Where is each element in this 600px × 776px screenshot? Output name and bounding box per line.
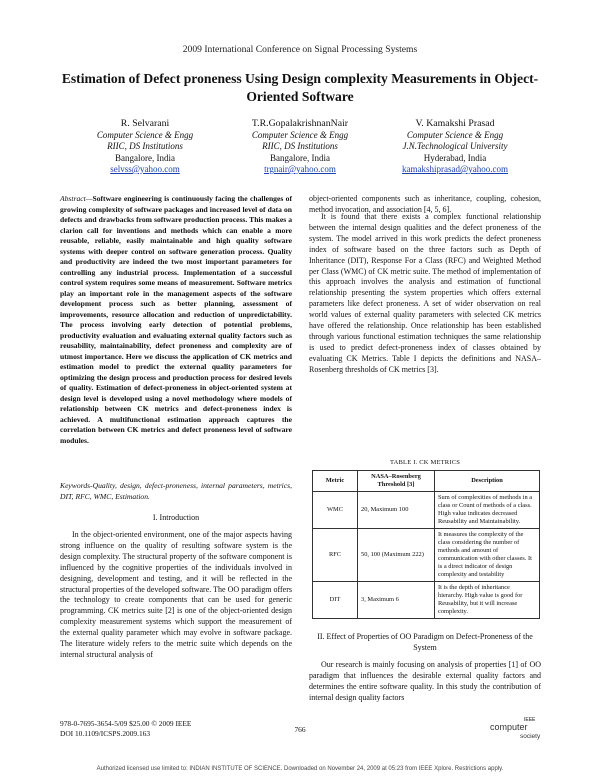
table-header-cell: Description bbox=[435, 471, 540, 492]
table-row bbox=[313, 492, 540, 529]
logo-ieee: IEEE bbox=[524, 717, 536, 723]
table-cell: It measures the complexity of the class considering the number of methods and amount of communication with other classes. It is a direct indicator of design complexity and testability bbox=[435, 529, 540, 582]
author-name: R. Selvarani bbox=[120, 118, 170, 129]
author-email-link[interactable]: kamakshiprasad@yahoo.com bbox=[401, 164, 508, 174]
author-institution: RIIC, DS Institutions bbox=[107, 141, 183, 151]
table-header-cell: Metric bbox=[313, 471, 358, 492]
author-institution: J.N.Technological University bbox=[402, 141, 508, 151]
abstract-body: Software engineering is continuously facing the challenges of growing complexity of software packages and increased level of data on defects and drawbacks from software production process. This makes a clarion call for inventions and methods which can enable a more reusable, reliable, easily maintainable and high quality software systems with deeper control on software generation process. Quality and productivity are indeed the two most important parameters for controlling any industrial process. Implementation of a successful control system requires some means of measurement. Software metrics play an important role in the management aspects of the software development process such as better planning, assessment of improvements, resource allocation and reduction of unpredictability. The process involving early detection of potential problems, productivity evaluation and evaluating external quality factors such as reusability, maintainability, defect proneness and complexity are of utmost importance. Here we discuss the application of CK metrics and estimation model to predict the external quality parameters for optimizing the design process and production process for desired levels of quality. Estimation of defect-proneness in object-oriented system at design level is developed using a novel methodology where models of relationship between CK metrics and defect-proneness index is achieved. A multifunctional estimation approach captures the correlation between CK metrics and defect proneness level of software modules. bbox=[60, 194, 292, 445]
table-cell: 3, Maximum 6 bbox=[358, 582, 435, 619]
logo-computer: computer bbox=[490, 722, 528, 732]
author-email-link[interactable]: selvss@yahoo.com bbox=[110, 164, 180, 174]
logo-society: society bbox=[520, 733, 541, 740]
table-cell: It is the depth of inheritance hierarchy. High value is good for Reusability, but it will increase complexity. bbox=[435, 582, 540, 619]
author-name: V. Kamakshi Prasad bbox=[415, 118, 495, 129]
author-dept: Computer Science & Engg bbox=[96, 129, 194, 140]
table-header-cell: NASA–Rosenberg Threshold [3] bbox=[358, 471, 435, 492]
right-column-continuation: object-oriented components such as inheritance, coupling, cohesion, method invocation, and association [4, 5, 6]. bbox=[309, 194, 541, 214]
ieee-computer-society-logo bbox=[490, 717, 548, 745]
author-dept: Computer Science & Engg bbox=[251, 129, 349, 140]
table-row bbox=[313, 529, 540, 582]
table-row bbox=[313, 582, 540, 619]
author-block-2 bbox=[215, 118, 385, 176]
author-location: Hyderabad, India bbox=[423, 152, 487, 163]
table-cell: 50, 100 (Maximum 222) bbox=[358, 529, 435, 582]
section2-paragraph: Our research is mainly focusing on analysis of properties [1] of OO paradigm that influences the desirable external quality factors and determines the entire software quality. In this study the contribution of internal design quality factors bbox=[309, 660, 541, 702]
author-block-1 bbox=[60, 118, 230, 176]
abstract bbox=[60, 194, 292, 446]
author-location: Bangalore, India bbox=[115, 152, 175, 163]
table-caption: TABLE I. CK METRICS bbox=[389, 459, 461, 466]
section-heading-effect: II. Effect of Properties of OO Paradigm on Defect-Proneness of the System bbox=[317, 632, 533, 652]
paper-title: Estimation of Defect proneness Using Design complexity Measurements in Object-Oriented Software bbox=[61, 71, 539, 104]
ck-metrics-table bbox=[312, 470, 540, 619]
section-heading-introduction: I. Introduction bbox=[152, 513, 200, 522]
keywords: Keywords-Quality, design, defect-proneness, internal parameters, metrics, DIT, RFC, WMC, Estimation. bbox=[60, 481, 292, 501]
right-column-paragraph: It is found that there exists a complex functional relationship between the internal design qualities and the defect proneness of the system. The model arrived in this work predicts the defect proneness index of software based on the three factors such as Depth of Inheritance (DIT), Response For a Class (RFC) and Weighted Method per Class (WMC) of CK metric suite. The method of implementation of this approach involves the analysis and estimation of functional relationship presenting the system properties which offers external parameters like defect proneness. A set of wider observation on real world values of external quality parameters with selected CK metrics have offered the relationship. Once relationship has been established through various functional estimation techniques the same relationship is used to predict defect-proneness index of classes obtained by evaluating CK Metrics. Table I depicts the definitions and NASA–Rosenberg thresholds of CK metrics [3]. bbox=[309, 212, 541, 374]
page-number: 766 bbox=[294, 725, 306, 734]
table-cell: 20, Maximum 100 bbox=[358, 492, 435, 529]
table-cell: DIT bbox=[313, 582, 358, 619]
table-header-row bbox=[313, 471, 540, 492]
table-cell: WMC bbox=[313, 492, 358, 529]
author-email-link[interactable]: trgnair@yahoo.com bbox=[264, 164, 336, 174]
author-institution: RIIC, DS Institutions bbox=[262, 141, 338, 151]
author-location: Bangalore, India bbox=[270, 152, 330, 163]
author-block-3 bbox=[370, 118, 540, 176]
abstract-lead: Abstract— bbox=[60, 194, 93, 203]
footer-isbn: 978-0-7695-3654-5/09 $25.00 © 2009 IEEE bbox=[60, 719, 192, 728]
table-cell: Sum of complexities of methods in a class or Count of methods of a class. High value indicates decreased Reusability and Maintainability. bbox=[435, 492, 540, 529]
author-name: T.R.GopalakrishnanNair bbox=[251, 118, 349, 129]
author-dept: Computer Science & Engg bbox=[406, 129, 504, 140]
conference-header: 2009 International Conference on Signal Processing Systems bbox=[182, 44, 418, 55]
table-cell: RFC bbox=[313, 529, 358, 582]
authorized-use-notice: Authorized licensed use limited to: INDIAN INSTITUTE OF SCIENCE. Downloaded on November 24, 2009 at 05:23 from IEEE Xplore. Restrictions apply. bbox=[96, 766, 504, 772]
footer-doi: DOI 10.1109/ICSPS.2009.163 bbox=[60, 729, 151, 738]
introduction-paragraph: In the object-oriented environment, one of the major aspects having strong influence on the quality of resulting software system is the design complexity. The structural property of the software component is influenced by the cognitive properties of the individuals involved in designing, development and testing, and it will be reflected in the structural properties of the developed software. The OO paradigm offers the technology to create components that can be used for generic programming. CK metrics suite [2] is one of the object-oriented design complexity measurement systems which support the measurement of the external quality parameter which may evolve in software package. The literature widely refers to the metric suite which depends on the internal structural analysis of bbox=[60, 530, 292, 659]
